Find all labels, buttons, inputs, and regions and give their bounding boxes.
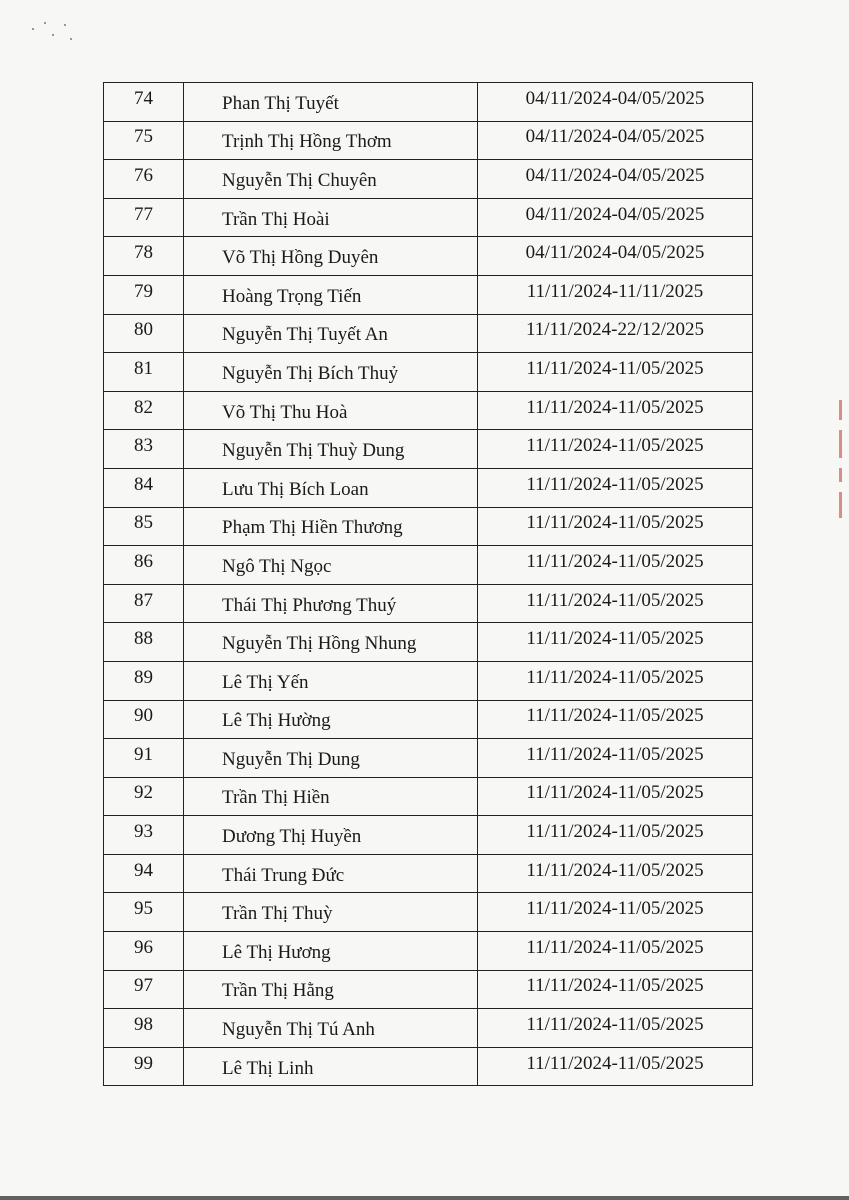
table-row	[104, 83, 753, 122]
date-range-text: 11/11/2024-11/05/2025	[526, 898, 704, 920]
table-row	[104, 430, 753, 469]
staff-period-table	[103, 82, 753, 1086]
person-name-cell	[184, 507, 478, 546]
row-number-cell	[104, 661, 184, 700]
table-row	[104, 661, 753, 700]
row-number-cell	[104, 546, 184, 585]
row-number-cell	[104, 430, 184, 469]
row-number-text: 80	[134, 319, 153, 341]
row-number-text: 93	[134, 821, 153, 843]
person-name-text: Nguyễn Thị Hồng Nhung	[222, 633, 417, 655]
date-range-text: 11/11/2024-11/05/2025	[526, 396, 704, 418]
table-row	[104, 468, 753, 507]
date-range-text: 11/11/2024-11/05/2025	[526, 705, 704, 727]
person-name-text: Thái Thị Phương Thuý	[222, 594, 397, 616]
row-number-text: 79	[134, 280, 153, 302]
row-number-text: 75	[134, 126, 153, 148]
table-row	[104, 893, 753, 932]
row-number-cell	[104, 160, 184, 199]
row-number-text: 97	[134, 975, 153, 997]
date-range-text: 04/11/2024-04/05/2025	[525, 242, 705, 264]
row-number-text: 85	[134, 512, 153, 534]
row-number-cell	[104, 353, 184, 392]
person-name-text: Lê Thị Linh	[222, 1057, 314, 1079]
date-range-text: 11/11/2024-11/05/2025	[526, 512, 704, 534]
row-number-text: 77	[134, 203, 153, 225]
date-range-cell	[478, 1009, 753, 1048]
person-name-cell	[184, 198, 478, 237]
date-range-text: 11/11/2024-11/05/2025	[526, 666, 704, 688]
date-range-text: 11/11/2024-11/05/2025	[526, 975, 704, 997]
table-row	[104, 121, 753, 160]
date-range-text: 11/11/2024-11/05/2025	[526, 859, 704, 881]
person-name-cell	[184, 353, 478, 392]
person-name-text: Nguyễn Thị Bích Thuỷ	[222, 362, 399, 384]
table-row	[104, 198, 753, 237]
table-row	[104, 970, 753, 1009]
table-row	[104, 777, 753, 816]
date-range-text: 11/11/2024-11/05/2025	[526, 1014, 704, 1036]
date-range-text: 11/11/2024-11/05/2025	[526, 743, 704, 765]
date-range-cell	[478, 893, 753, 932]
person-name-text: Phan Thị Tuyết	[222, 92, 339, 114]
date-range-text: 11/11/2024-11/05/2025	[526, 589, 704, 611]
person-name-cell	[184, 970, 478, 1009]
date-range-cell	[478, 83, 753, 122]
person-name-cell	[184, 430, 478, 469]
row-number-cell	[104, 623, 184, 662]
row-number-text: 92	[134, 782, 153, 804]
date-range-text: 11/11/2024-11/05/2025	[526, 782, 704, 804]
date-range-cell	[478, 430, 753, 469]
row-number-text: 78	[134, 242, 153, 264]
person-name-text: Dương Thị Huyền	[222, 826, 362, 848]
person-name-cell	[184, 1047, 478, 1086]
person-name-text: Nguyễn Thị Tú Anh	[222, 1019, 375, 1041]
row-number-text: 91	[134, 743, 153, 765]
date-range-text: 04/11/2024-04/05/2025	[525, 126, 705, 148]
date-range-text: 11/11/2024-11/05/2025	[526, 357, 704, 379]
date-range-cell	[478, 314, 753, 353]
person-name-cell	[184, 121, 478, 160]
table-row	[104, 160, 753, 199]
person-name-text: Phạm Thị Hiền Thương	[222, 517, 403, 539]
row-number-text: 81	[134, 357, 153, 379]
table-row	[104, 739, 753, 778]
person-name-cell	[184, 700, 478, 739]
person-name-cell	[184, 661, 478, 700]
person-name-cell	[184, 314, 478, 353]
row-number-text: 90	[134, 705, 153, 727]
row-number-cell	[104, 932, 184, 971]
row-number-cell	[104, 314, 184, 353]
table-row	[104, 507, 753, 546]
row-number-cell	[104, 700, 184, 739]
row-number-text: 99	[134, 1052, 153, 1074]
date-range-text: 04/11/2024-04/05/2025	[525, 164, 705, 186]
row-number-cell	[104, 739, 184, 778]
table-row	[104, 623, 753, 662]
scan-bottom-edge	[0, 1196, 849, 1200]
person-name-text: Nguyễn Thị Tuyết An	[222, 324, 388, 346]
date-range-cell	[478, 816, 753, 855]
person-name-cell	[184, 584, 478, 623]
person-name-text: Lê Thị Yến	[222, 671, 309, 693]
person-name-text: Hoàng Trọng Tiến	[222, 285, 362, 307]
table-row	[104, 854, 753, 893]
date-range-cell	[478, 468, 753, 507]
row-number-cell	[104, 198, 184, 237]
date-range-text: 11/11/2024-11/05/2025	[526, 821, 704, 843]
date-range-cell	[478, 739, 753, 778]
person-name-text: Trần Thị Hằng	[222, 980, 334, 1002]
date-range-cell	[478, 1047, 753, 1086]
date-range-cell	[478, 777, 753, 816]
date-range-text: 11/11/2024-11/05/2025	[526, 550, 704, 572]
row-number-cell	[104, 1009, 184, 1048]
person-name-text: Thái Trung Đức	[222, 864, 345, 886]
row-number-text: 94	[134, 859, 153, 881]
date-range-cell	[478, 275, 753, 314]
person-name-cell	[184, 932, 478, 971]
row-number-cell	[104, 507, 184, 546]
row-number-cell	[104, 468, 184, 507]
row-number-cell	[104, 237, 184, 276]
table-row	[104, 314, 753, 353]
person-name-cell	[184, 854, 478, 893]
person-name-cell	[184, 739, 478, 778]
date-range-text: 11/11/2024-11/05/2025	[526, 1052, 704, 1074]
date-range-cell	[478, 661, 753, 700]
person-name-cell	[184, 275, 478, 314]
table-row	[104, 584, 753, 623]
person-name-cell	[184, 237, 478, 276]
date-range-text: 04/11/2024-04/05/2025	[525, 203, 705, 225]
row-number-text: 87	[134, 589, 153, 611]
date-range-text: 11/11/2024-11/05/2025	[526, 435, 704, 457]
date-range-text: 11/11/2024-22/12/2025	[525, 319, 705, 341]
row-number-cell	[104, 1047, 184, 1086]
table-row	[104, 391, 753, 430]
person-name-cell	[184, 546, 478, 585]
row-number-text: 74	[134, 87, 153, 109]
page-edge-stamp-mark	[839, 400, 845, 520]
row-number-text: 96	[134, 936, 153, 958]
person-name-cell	[184, 623, 478, 662]
person-name-cell	[184, 777, 478, 816]
date-range-cell	[478, 970, 753, 1009]
date-range-cell	[478, 584, 753, 623]
person-name-cell	[184, 468, 478, 507]
table-row	[104, 275, 753, 314]
person-name-text: Trần Thị Hiền	[222, 787, 330, 809]
date-range-cell	[478, 507, 753, 546]
table-row	[104, 932, 753, 971]
table-row	[104, 1009, 753, 1048]
person-name-text: Lê Thị Hường	[222, 710, 331, 732]
row-number-text: 76	[134, 164, 153, 186]
table-row	[104, 353, 753, 392]
date-range-cell	[478, 932, 753, 971]
row-number-cell	[104, 970, 184, 1009]
row-number-cell	[104, 275, 184, 314]
date-range-text: 11/11/2024-11/05/2025	[526, 936, 704, 958]
row-number-cell	[104, 121, 184, 160]
table-row	[104, 1047, 753, 1086]
date-range-cell	[478, 160, 753, 199]
date-range-text: 11/11/2024-11/05/2025	[526, 628, 704, 650]
date-range-text: 04/11/2024-04/05/2025	[525, 87, 705, 109]
row-number-cell	[104, 584, 184, 623]
person-name-text: Trịnh Thị Hồng Thơm	[222, 131, 392, 153]
row-number-text: 95	[134, 898, 153, 920]
row-number-text: 84	[134, 473, 153, 495]
person-name-cell	[184, 893, 478, 932]
date-range-cell	[478, 700, 753, 739]
row-number-text: 98	[134, 1014, 153, 1036]
row-number-text: 89	[134, 666, 153, 688]
row-number-cell	[104, 391, 184, 430]
person-name-text: Nguyễn Thị Thuỳ Dung	[222, 440, 405, 462]
person-name-cell	[184, 160, 478, 199]
row-number-cell	[104, 854, 184, 893]
date-range-cell	[478, 121, 753, 160]
date-range-cell	[478, 353, 753, 392]
table-row	[104, 700, 753, 739]
table-row	[104, 237, 753, 276]
person-name-text: Võ Thị Hồng Duyên	[222, 247, 379, 269]
row-number-cell	[104, 777, 184, 816]
person-name-text: Nguyễn Thị Chuyên	[222, 169, 377, 191]
row-number-cell	[104, 83, 184, 122]
person-name-text: Nguyễn Thị Dung	[222, 748, 360, 770]
person-name-cell	[184, 816, 478, 855]
person-name-text: Trần Thị Thuỳ	[222, 903, 333, 925]
table-body	[104, 83, 753, 1086]
date-range-cell	[478, 198, 753, 237]
table-row	[104, 816, 753, 855]
date-range-text: 11/11/2024-11/11/2025	[526, 280, 704, 302]
row-number-text: 88	[134, 628, 153, 650]
table-row	[104, 546, 753, 585]
date-range-text: 11/11/2024-11/05/2025	[526, 473, 704, 495]
row-number-cell	[104, 816, 184, 855]
row-number-text: 86	[134, 550, 153, 572]
date-range-cell	[478, 623, 753, 662]
person-name-text: Lưu Thị Bích Loan	[222, 478, 369, 500]
person-name-text: Trần Thị Hoài	[222, 208, 330, 230]
date-range-cell	[478, 237, 753, 276]
person-name-text: Ngô Thị Ngọc	[222, 555, 332, 577]
row-number-text: 83	[134, 435, 153, 457]
person-name-text: Võ Thị Thu Hoà	[222, 401, 348, 423]
person-name-cell	[184, 83, 478, 122]
date-range-cell	[478, 391, 753, 430]
date-range-cell	[478, 546, 753, 585]
date-range-cell	[478, 854, 753, 893]
row-number-cell	[104, 893, 184, 932]
row-number-text: 82	[134, 396, 153, 418]
scan-noise-marks	[30, 18, 90, 48]
person-name-cell	[184, 1009, 478, 1048]
person-name-text: Lê Thị Hương	[222, 941, 331, 963]
person-name-cell	[184, 391, 478, 430]
